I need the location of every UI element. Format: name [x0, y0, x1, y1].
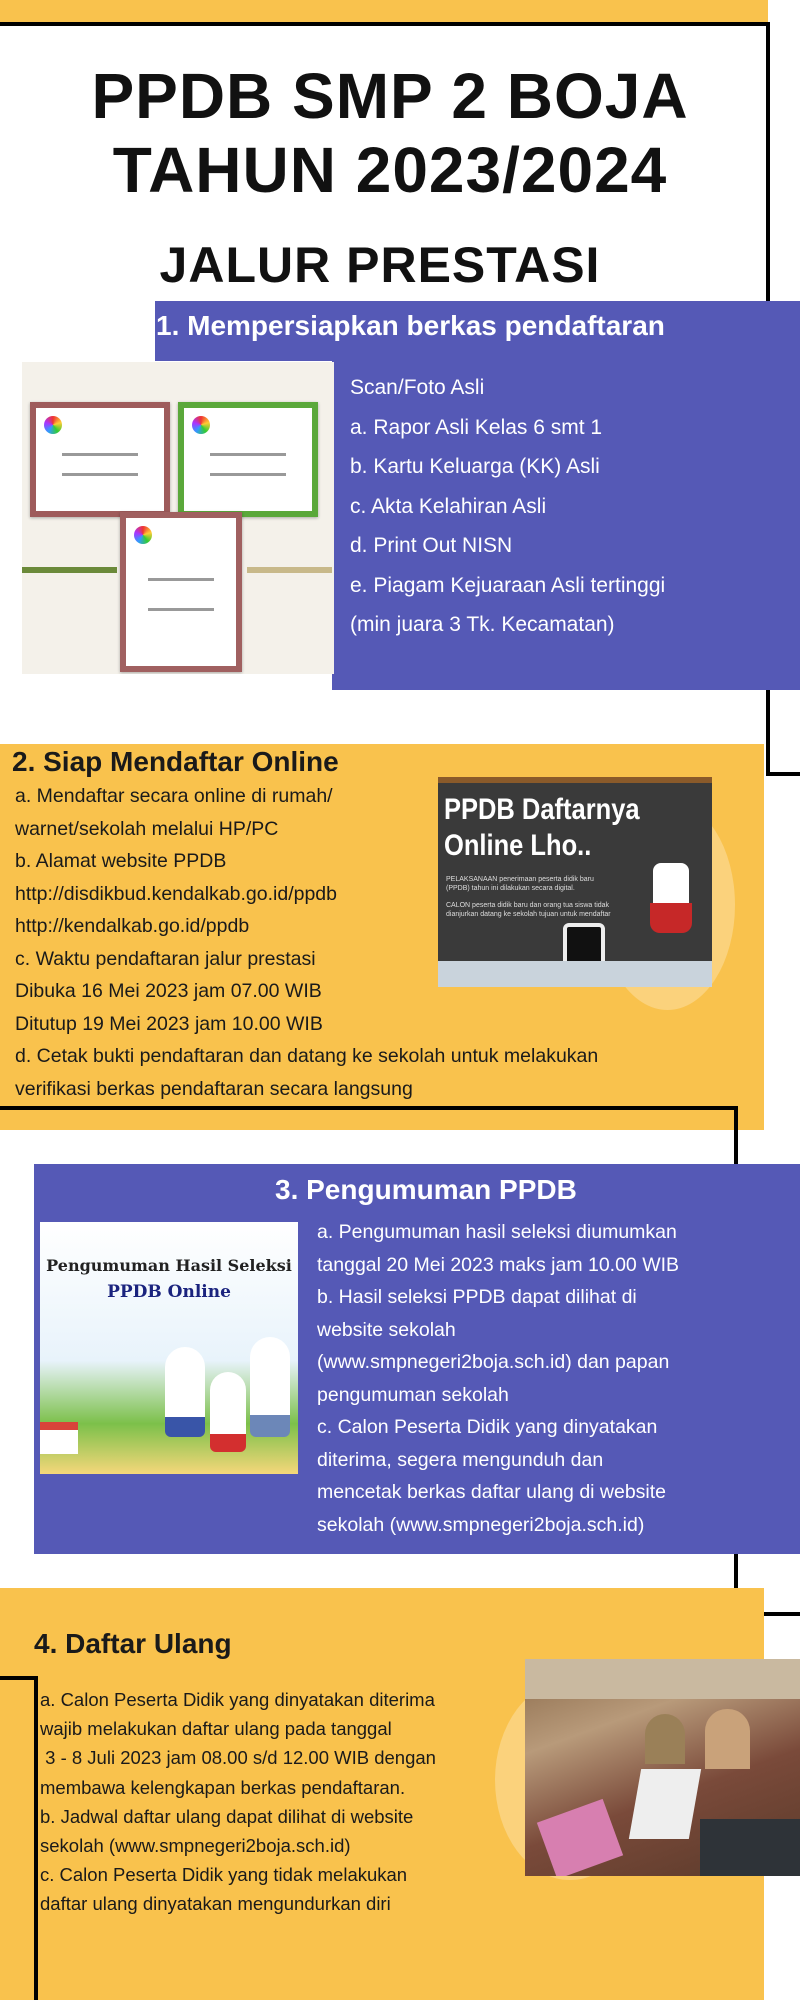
- text-line: b. Hasil seleksi PPDB dapat dilihat di: [317, 1286, 637, 1308]
- text-line: 3 - 8 Juli 2023 jam 08.00 s/d 12.00 WIB dengan: [40, 1747, 436, 1769]
- section3-heading: 3. Pengumuman PPDB: [275, 1174, 577, 1205]
- children-illustration: [165, 1347, 205, 1437]
- link-kendalkab[interactable]: http://kendalkab.go.id/ppdb: [15, 915, 250, 937]
- text-line: membawa kelengkapan berkas pendaftaran.: [40, 1776, 406, 1798]
- text-line: diterima, segera mengunduh dan: [317, 1448, 604, 1471]
- text-line: (www.smpnegeri2boja.sch.id) dan papan: [317, 1351, 670, 1373]
- image-title: PPDB Online: [107, 1282, 231, 1302]
- text-line: sekolah (www.smpnegeri2boja.sch.id): [40, 1835, 351, 1857]
- text-line: a. Mendaftar secara online di rumah/: [15, 785, 333, 807]
- text-line: warnet/sekolah melalui HP/PC: [15, 817, 279, 840]
- registration-photo: [525, 1659, 800, 1876]
- list-item: e. Piagam Kejuaraan Asli tertinggi: [350, 573, 666, 597]
- text-line: c. Calon Peserta Didik yang tidak melakukan: [40, 1864, 408, 1886]
- page-title-line2: TAHUN 2023/2024: [112, 134, 668, 206]
- list-item: Scan/Foto Asli: [350, 376, 485, 399]
- image-headline: Online Lho..: [444, 829, 592, 862]
- divider-line: [34, 1676, 38, 2000]
- house-icon: [40, 1422, 78, 1454]
- section4-heading: 4. Daftar Ulang: [34, 1628, 232, 1659]
- certificates-image: [22, 362, 334, 674]
- text-line: verifikasi berkas pendaftaran secara langsung: [15, 1077, 413, 1100]
- text-line: b. Jadwal daftar ulang dapat dilihat di website: [40, 1805, 414, 1827]
- list-item: b. Kartu Keluarga (KK) Asli: [350, 455, 600, 478]
- list-item: d. Print Out NISN: [350, 534, 513, 557]
- section4-body: [40, 1685, 436, 1919]
- text-line: c. Waktu pendaftaran jalur prestasi: [15, 947, 316, 970]
- text-line: Dibuka 16 Mei 2023 jam 07.00 WIB: [15, 980, 322, 1002]
- text-line: Ditutup 19 Mei 2023 jam 10.00 WIB: [15, 1012, 323, 1035]
- section1-list: [350, 368, 665, 645]
- text-line: tanggal 20 Mei 2023 maks jam 10.00 WIB: [317, 1253, 680, 1276]
- text-line: d. Cetak bukti pendaftaran dan datang ke sekolah untuk melakukan: [15, 1045, 599, 1067]
- section3-body: [317, 1216, 679, 1541]
- student-figure: [653, 863, 689, 903]
- divider-line: [0, 1106, 738, 1110]
- list-item: c. Akta Kelahiran Asli: [350, 494, 547, 518]
- list-item: a. Rapor Asli Kelas 6 smt 1: [350, 415, 603, 439]
- text-line: a. Pengumuman hasil seleksi diumumkan: [317, 1221, 677, 1243]
- text-line: wajib melakukan daftar ulang pada tanggal: [40, 1718, 392, 1740]
- image-note: PELAKSANAAN penerimaan peserta didik baru (PPDB) tahun ini dilakukan secara digital.: [446, 876, 594, 892]
- page-title-line1: PPDB SMP 2 BOJA: [91, 60, 689, 132]
- image-note: CALON peserta didik baru dan orang tua siswa tidak dianjurkan datang ke sekolah tujuan untuk mendaftar: [446, 902, 611, 918]
- text-line: daftar ulang dinyatakan mengundurkan diri: [40, 1893, 391, 1915]
- list-item: (min juara 3 Tk. Kecamatan): [350, 613, 615, 636]
- divider-line: [766, 772, 800, 776]
- image-headline: PPDB Daftarnya: [444, 793, 640, 826]
- link-disdikbud[interactable]: http://disdikbud.kendalkab.go.id/ppdb: [15, 882, 337, 905]
- text-line: b. Alamat website PPDB: [15, 850, 227, 872]
- text-line: website sekolah: [317, 1318, 456, 1341]
- section1-heading: 1. Mempersiapkan berkas pendaftaran: [156, 310, 665, 341]
- pengumuman-image: [40, 1222, 298, 1474]
- text-line: mencetak berkas daftar ulang di website: [317, 1481, 667, 1503]
- ppdb-online-image: [438, 777, 712, 987]
- image-title: Pengumuman Hasil Seleksi: [46, 1256, 292, 1275]
- divider-line: [0, 1676, 38, 1680]
- text-line: a. Calon Peserta Didik yang dinyatakan diterima: [40, 1689, 435, 1710]
- text-line: c. Calon Peserta Didik yang dinyatakan: [317, 1416, 658, 1438]
- text-line: pengumuman sekolah: [317, 1383, 509, 1406]
- text-line: sekolah (www.smpnegeri2boja.sch.id): [317, 1513, 645, 1536]
- divider-line: [0, 22, 770, 26]
- page-subtitle: JALUR PRESTASI: [159, 237, 601, 293]
- section2-heading: 2. Siap Mendaftar Online: [12, 746, 339, 777]
- top-band: [0, 0, 768, 23]
